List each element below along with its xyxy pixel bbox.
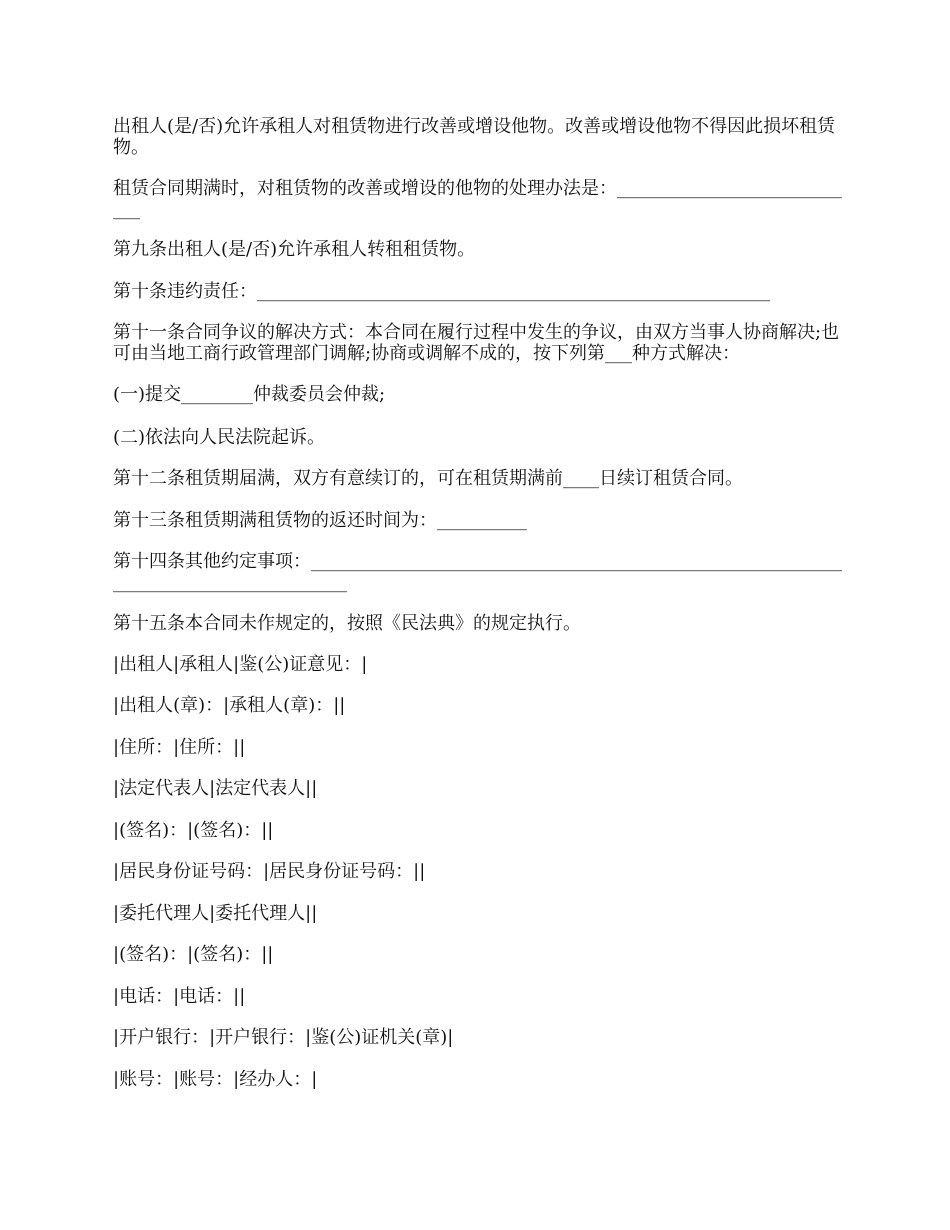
signature-table-row: |账号：|账号：|经办人：| bbox=[113, 1069, 318, 1090]
paragraph-article-15: 第十五条本合同未作规定的，按照《民法典》的规定执行。 bbox=[113, 613, 581, 634]
paragraph-court-option: (二)依法向人民法院起诉。 bbox=[113, 427, 326, 448]
signature-table-row: |出租人|承租人|鉴(公)证意见：| bbox=[113, 654, 368, 675]
paragraph-improvement-permission: 出租人(是/否)允许承租人对租赁物进行改善或增设他物。改善或增设他物不得因此损坏租赁物。 bbox=[113, 116, 836, 158]
signature-table-row: |住所：|住所：|| bbox=[113, 737, 246, 758]
paragraph-article-9: 第九条出租人(是/否)允许承租人转租租赁物。 bbox=[113, 239, 476, 260]
signature-table-row: |(签名)：|(签名)：|| bbox=[113, 944, 274, 965]
signature-table-row: |法定代表人|法定代表人|| bbox=[113, 778, 318, 799]
paragraph-article-13: 第十三条租赁期满租赁物的返还时间为：__________ bbox=[113, 510, 527, 531]
signature-table-row: |电话：|电话：|| bbox=[113, 986, 246, 1007]
paragraph-arbitration-option: (一)提交________仲裁委员会仲裁; bbox=[113, 384, 386, 405]
paragraph-improvement-disposal: 租赁合同期满时，对租赁物的改善或增设的他物的处理办法是：____________________________ bbox=[113, 178, 842, 220]
paragraph-article-11: 第十一条合同争议的解决方式：本合同在履行过程中发生的争议，由双方当事人协商解决;也可由当地工商行政管理部门调解;协商或调解不成的，按下列第___种方式解决： bbox=[113, 322, 840, 364]
signature-table-row: |委托代理人|委托代理人|| bbox=[113, 903, 318, 924]
paragraph-article-14: 第十四条其他约定事项：_____________________________________________________________________________________ bbox=[113, 551, 842, 593]
paragraph-article-10: 第十条违约责任：_________________________________________________________ bbox=[113, 281, 770, 302]
signature-table-row: |居民身份证号码：|居民身份证号码：|| bbox=[113, 861, 426, 882]
signature-table-row: |(签名)：|(签名)：|| bbox=[113, 820, 274, 841]
paragraph-article-12: 第十二条租赁期届满，双方有意续订的，可在租赁期满前____日续订租赁合同。 bbox=[113, 468, 743, 489]
signature-table-row: |开户银行：|开户银行：|鉴(公)证机关(章)| bbox=[113, 1027, 454, 1048]
signature-table-row: |出租人(章)：|承租人(章)：|| bbox=[113, 695, 346, 716]
